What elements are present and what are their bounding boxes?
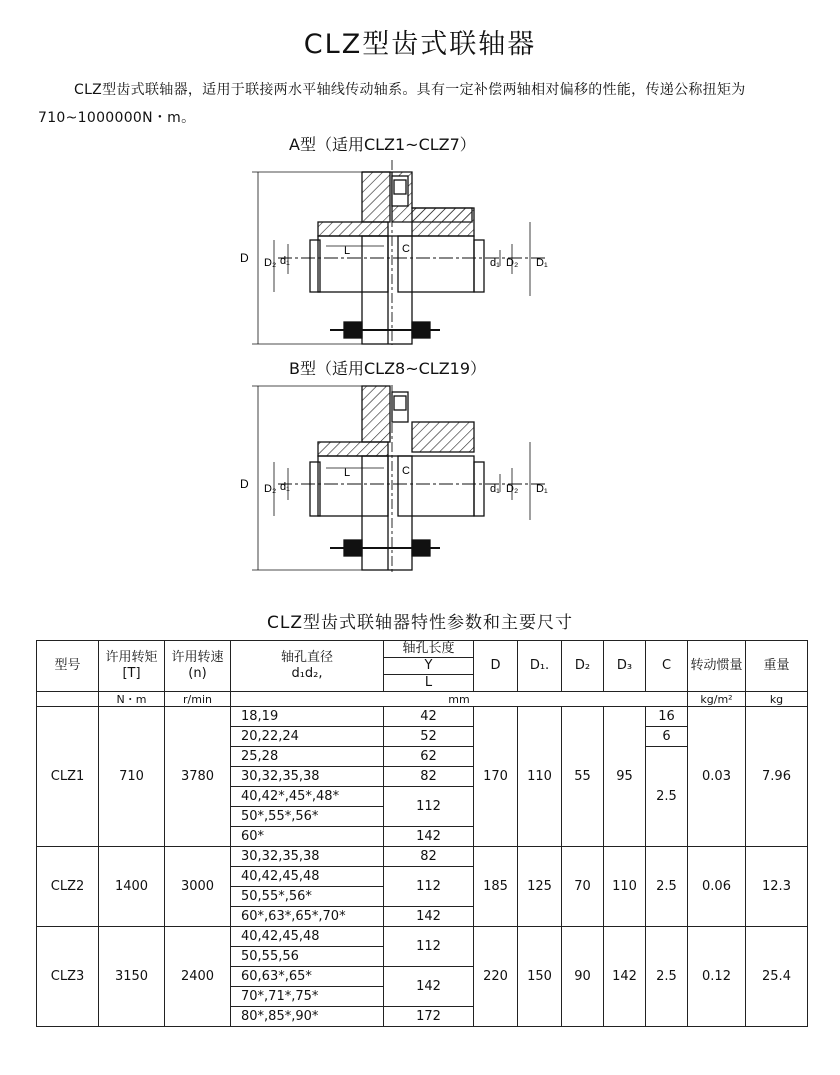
type-a-D-label: D (240, 251, 249, 265)
clz1-C-3: 2.5 (646, 747, 688, 847)
clz1-len-1: 42 (384, 707, 474, 727)
clz2-model: CLZ2 (37, 847, 99, 927)
clz3-D: 220 (474, 927, 518, 1027)
header-bore: 轴孔直径 d₁d₂, (231, 641, 384, 692)
clz3-len-2: 142 (384, 967, 474, 1007)
type-a-D1-label: D₁ (536, 257, 548, 269)
clz2-D3: 110 (604, 847, 646, 927)
spec-table (36, 640, 808, 1027)
header-row (37, 641, 808, 692)
unit-mm: mm (231, 692, 688, 707)
type-a-C-label: C (402, 243, 410, 255)
clz3-weight: 25.4 (746, 927, 808, 1027)
header-weight: 重量 (746, 641, 808, 692)
type-b-drawing (252, 385, 545, 575)
clz2-len-1: 82 (384, 847, 474, 867)
clz2-weight: 12.3 (746, 847, 808, 927)
type-a-drawing (252, 160, 545, 345)
type-a-L-label: L (344, 245, 351, 257)
table-row (37, 927, 808, 947)
clz3-D2: 90 (562, 927, 604, 1027)
type-b-caption: B型（适用CLZ8~CLZ19） (289, 359, 487, 378)
type-b-d1-label: d₁ (280, 481, 290, 493)
table-row (37, 847, 808, 867)
clz2-bore-1: 30,32,35,38 (231, 847, 384, 867)
type-b-L-label: L (344, 467, 351, 479)
clz3-torque: 3150 (99, 927, 165, 1027)
type-b-D1-label: D₁ (536, 483, 548, 495)
clz1-model: CLZ1 (37, 707, 99, 847)
clz1-D1: 110 (518, 707, 562, 847)
clz3-D1: 150 (518, 927, 562, 1027)
unit-torque: N・m (99, 692, 165, 707)
clz1-len-2: 52 (384, 727, 474, 747)
clz1-D2: 55 (562, 707, 604, 847)
clz3-len-3: 172 (384, 1007, 474, 1027)
unit-model (37, 692, 99, 707)
clz1-len-6: 142 (384, 827, 474, 847)
page-title: CLZ型齿式联轴器 (303, 29, 537, 60)
clz1-weight: 7.96 (746, 707, 808, 847)
header-torque: 许用转矩 [T] (99, 641, 165, 692)
clz3-len-1: 112 (384, 927, 474, 967)
clz3-bore-1: 40,42,45,48 (231, 927, 384, 947)
clz2-speed: 3000 (165, 847, 231, 927)
clz3-inertia: 0.12 (688, 927, 746, 1027)
type-a-D2-label: D₂ (264, 257, 277, 269)
clz3-speed: 2400 (165, 927, 231, 1027)
clz3-model: CLZ3 (37, 927, 99, 1027)
clz1-bore-5: 40,42*,45*,48* (231, 787, 384, 807)
header-length: 轴孔长度 Y L (384, 641, 474, 692)
unit-inertia: kg/m² (688, 692, 746, 707)
clz3-bore-4: 70*,71*,75* (231, 987, 384, 1007)
clz1-len-4: 82 (384, 767, 474, 787)
clz3-bore-5: 80*,85*,90* (231, 1007, 384, 1027)
header-speed: 许用转速 (n) (165, 641, 231, 692)
clz2-bore-4: 60*,63*,65*,70* (231, 907, 384, 927)
table-row (37, 707, 808, 727)
intro-paragraph: CLZ型齿式联轴器，适用于联接两水平轴线传动轴系。具有一定补偿两轴相对偏移的性能，传递公称扭矩为710~1000000N・m。 (38, 82, 746, 126)
clz1-torque: 710 (99, 707, 165, 847)
clz3-D3: 142 (604, 927, 646, 1027)
type-b-D2-right-label: D₂ (506, 483, 519, 495)
clz1-C-1: 16 (646, 707, 688, 727)
unit-weight: kg (746, 692, 808, 707)
clz1-bore-4: 30,32,35,38 (231, 767, 384, 787)
type-b-C-label: C (402, 465, 410, 477)
clz2-bore-2: 40,42,45,48 (231, 867, 384, 887)
header-D: D (474, 641, 518, 692)
clz1-bore-6: 50*,55*,56* (231, 807, 384, 827)
header-inertia: 转动惯量 (688, 641, 746, 692)
unit-speed: r/min (165, 692, 231, 707)
clz1-bore-3: 25,28 (231, 747, 384, 767)
clz2-D: 185 (474, 847, 518, 927)
clz1-D: 170 (474, 707, 518, 847)
clz3-bore-2: 50,55,56 (231, 947, 384, 967)
header-D3: D₃ (604, 641, 646, 692)
clz2-inertia: 0.06 (688, 847, 746, 927)
clz2-len-2: 112 (384, 867, 474, 907)
clz2-bore-3: 50,55*,56* (231, 887, 384, 907)
clz1-D3: 95 (604, 707, 646, 847)
clz2-D1: 125 (518, 847, 562, 927)
type-a-caption: A型（适用CLZ1~CLZ7） (289, 135, 476, 154)
clz2-C: 2.5 (646, 847, 688, 927)
clz1-speed: 3780 (165, 707, 231, 847)
clz3-bore-3: 60,63*,65* (231, 967, 384, 987)
type-b-D-label: D (240, 477, 249, 491)
clz3-C: 2.5 (646, 927, 688, 1027)
unit-row (37, 692, 808, 707)
header-model: 型号 (37, 641, 99, 692)
clz1-bore-2: 20,22,24 (231, 727, 384, 747)
type-b-d1-right-label: d₁ (490, 483, 500, 495)
clz1-inertia: 0.03 (688, 707, 746, 847)
type-a-d1-label: d₁ (280, 255, 290, 267)
clz1-len-5: 112 (384, 787, 474, 827)
header-D1: D₁. (518, 641, 562, 692)
clz1-len-3: 62 (384, 747, 474, 767)
type-b-D2-label: D₂ (264, 483, 277, 495)
clz2-torque: 1400 (99, 847, 165, 927)
clz1-C-2: 6 (646, 727, 688, 747)
clz2-D2: 70 (562, 847, 604, 927)
table-title: CLZ型齿式联轴器特性参数和主要尺寸 (267, 613, 573, 633)
clz1-bore-7: 60* (231, 827, 384, 847)
header-D2: D₂ (562, 641, 604, 692)
header-C: C (646, 641, 688, 692)
type-a-d1-right-label: d₁ (490, 257, 500, 269)
clz2-len-3: 142 (384, 907, 474, 927)
clz1-bore-1: 18,19 (231, 707, 384, 727)
type-a-D2-right-label: D₂ (506, 257, 519, 269)
